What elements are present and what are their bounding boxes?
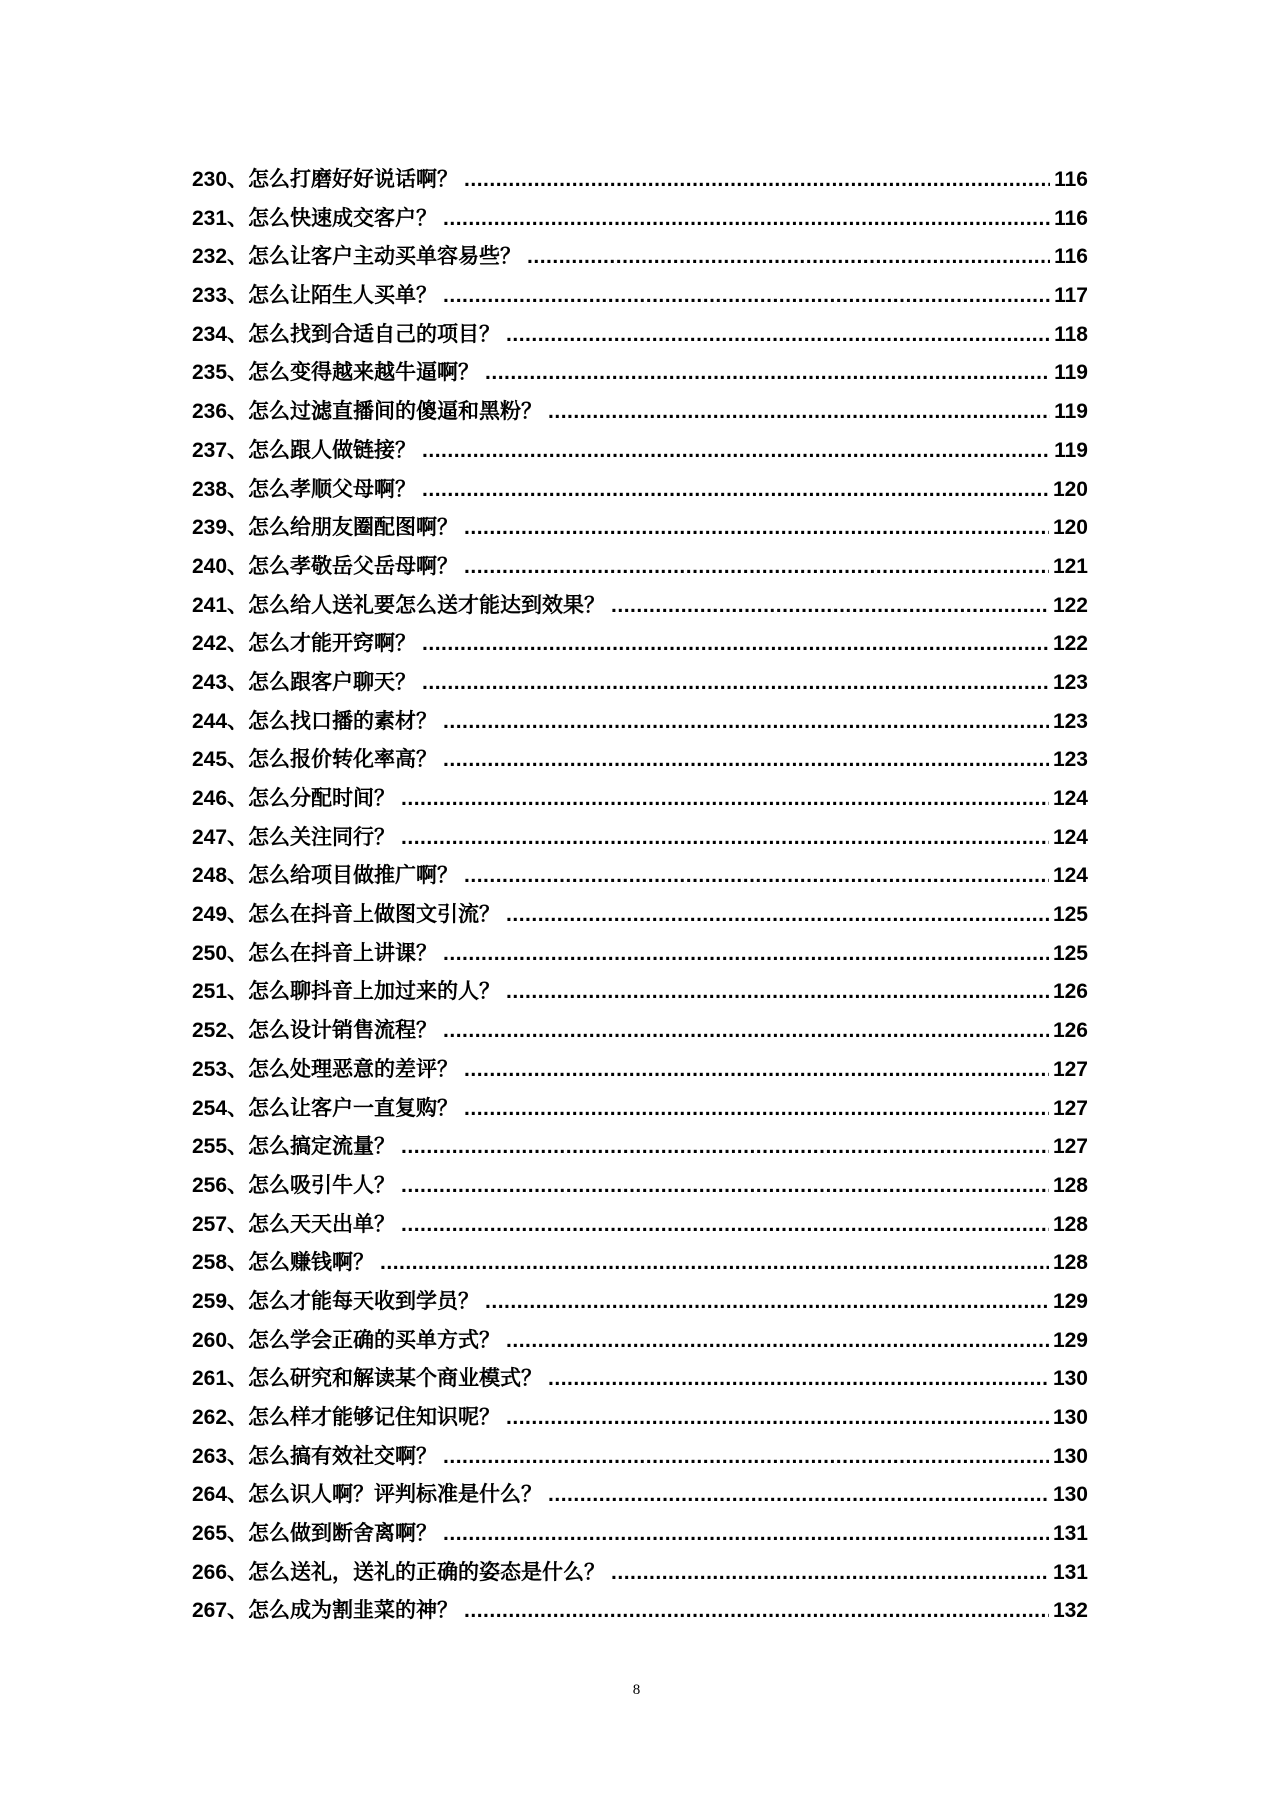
toc-entry[interactable] <box>192 934 1088 973</box>
toc-entry-title: 怎么在抖音上讲课？ <box>248 940 438 965</box>
toc-dot-leader <box>485 1283 1049 1322</box>
toc-entry-page: 116 <box>1054 168 1088 191</box>
toc-entry-separator: 、 <box>227 786 249 810</box>
toc-entry-number: 252 <box>192 1019 228 1043</box>
toc-dot-leader <box>506 1399 1049 1438</box>
toc-entry-title: 怎么让客户一直复购？ <box>248 1095 459 1120</box>
toc-entry-title: 怎么学会正确的买单方式？ <box>248 1327 501 1352</box>
toc-entry[interactable] <box>192 702 1088 741</box>
toc-entry[interactable] <box>192 1321 1088 1360</box>
toc-entry-number: 241 <box>192 593 228 617</box>
toc-entry[interactable] <box>192 856 1088 895</box>
toc-dot-leader <box>464 509 1049 548</box>
toc-entry-page: 130 <box>1052 1367 1088 1391</box>
toc-entry[interactable] <box>192 1050 1088 1089</box>
toc-entry-separator: 、 <box>227 1134 249 1159</box>
toc-entry-number: 255 <box>192 1135 228 1159</box>
toc-dot-leader <box>506 973 1049 1012</box>
toc-entry-page: 128 <box>1052 1173 1088 1197</box>
toc-entry[interactable] <box>192 353 1088 392</box>
toc-dot-leader <box>464 1592 1049 1631</box>
toc-entry-title: 怎么搞有效社交啊？ <box>248 1443 438 1468</box>
toc-entry-page: 120 <box>1052 516 1088 540</box>
toc-entry-title: 怎么跟客户聊天？ <box>248 669 417 694</box>
toc-entry-number: 251 <box>192 980 228 1004</box>
toc-entry-title: 怎么才能每天收到学员？ <box>248 1288 480 1313</box>
toc-entry-title: 怎么找到合适自己的项目？ <box>248 321 501 346</box>
toc-dot-leader <box>485 354 1050 393</box>
toc-entry[interactable] <box>192 237 1088 276</box>
toc-dot-leader <box>443 703 1049 742</box>
toc-dot-leader <box>464 548 1049 587</box>
toc-entry-page: 130 <box>1052 1444 1088 1468</box>
toc-entry-separator: 、 <box>227 1056 249 1081</box>
toc-entry-separator: 、 <box>227 1482 249 1507</box>
toc-dot-leader <box>611 1554 1049 1593</box>
toc-entry-number: 249 <box>192 903 228 927</box>
toc-entry-page: 128 <box>1052 1212 1088 1236</box>
toc-entry[interactable] <box>192 1398 1088 1437</box>
toc-dot-leader <box>548 1360 1049 1399</box>
toc-entry-page: 118 <box>1054 322 1088 346</box>
toc-entry-page: 125 <box>1052 903 1088 927</box>
toc-entry-number: 234 <box>192 322 228 346</box>
toc-entry[interactable] <box>192 663 1088 702</box>
toc-entry-number: 233 <box>192 284 228 308</box>
toc-entry-page: 124 <box>1052 825 1088 849</box>
toc-entry-number: 247 <box>192 825 228 849</box>
toc-entry-separator: 、 <box>227 1598 249 1623</box>
toc-entry-number: 260 <box>192 1328 228 1352</box>
toc-entry-number: 250 <box>192 941 228 965</box>
toc-entry-number: 232 <box>192 245 228 269</box>
toc-entry-page: 129 <box>1052 1328 1088 1352</box>
toc-entry[interactable] <box>192 1475 1088 1514</box>
toc-entry[interactable] <box>192 740 1088 779</box>
toc-entry-separator: 、 <box>227 167 249 191</box>
toc-entry-title: 怎么赚钱啊？ <box>248 1250 375 1275</box>
toc-entry-separator: 、 <box>227 553 249 578</box>
toc-dot-leader <box>506 316 1050 355</box>
toc-entry-number: 261 <box>192 1367 228 1391</box>
toc-entry-title: 怎么做到断舍离啊？ <box>248 1521 438 1546</box>
toc-entry-page: 127 <box>1052 1135 1088 1159</box>
toc-entry-separator: 、 <box>227 1018 249 1043</box>
toc-dot-leader <box>443 1515 1049 1554</box>
toc-dot-leader <box>401 1128 1049 1167</box>
toc-dot-leader <box>464 1090 1049 1129</box>
toc-entry-number: 246 <box>192 787 228 810</box>
toc-entry-number: 235 <box>192 361 228 385</box>
toc-entry-title: 怎么找口播的素材？ <box>248 708 438 733</box>
toc-entry-number: 245 <box>192 748 228 772</box>
toc-entry-separator: 、 <box>227 592 249 617</box>
toc-entry-page: 124 <box>1052 864 1088 888</box>
toc-entry-separator: 、 <box>227 940 249 965</box>
toc-entry-title: 怎么报价转化率高？ <box>248 747 438 772</box>
toc-entry-title: 怎么让客户主动买单容易些？ <box>248 244 522 269</box>
toc-entry-page: 127 <box>1052 1057 1088 1081</box>
toc-entry-title: 怎么打磨好好说话啊？ <box>248 167 459 191</box>
toc-entry-title: 怎么孝敬岳父岳母啊？ <box>248 553 459 578</box>
toc-dot-leader <box>380 1244 1049 1283</box>
toc-entry-page: 124 <box>1052 787 1088 810</box>
toc-entry-title: 怎么孝顺父母啊？ <box>248 476 417 501</box>
toc-entry[interactable] <box>192 1243 1088 1282</box>
toc-entry-page: 129 <box>1052 1289 1088 1313</box>
toc-entry[interactable] <box>192 1591 1088 1630</box>
toc-dot-leader <box>464 857 1049 896</box>
toc-entry-title: 怎么变得越来越牛逼啊？ <box>248 360 480 385</box>
toc-entry-number: 248 <box>192 864 228 888</box>
toc-entry-number: 263 <box>192 1444 228 1468</box>
toc-entry-title: 怎么送礼，送礼的正确的姿态是什么？ <box>248 1559 606 1584</box>
toc-dot-leader <box>464 1051 1049 1090</box>
toc-entry-number: 265 <box>192 1522 228 1546</box>
toc-entry[interactable] <box>192 160 1088 199</box>
toc-entry-separator: 、 <box>227 824 249 849</box>
toc-entry-page: 122 <box>1052 632 1088 656</box>
toc-entry-page: 126 <box>1052 980 1088 1004</box>
toc-entry[interactable] <box>192 1359 1088 1398</box>
toc-entry-page: 131 <box>1052 1560 1088 1584</box>
toc-entry-page: 122 <box>1052 593 1088 617</box>
toc-dot-leader <box>443 1438 1049 1477</box>
toc-entry[interactable] <box>192 1166 1088 1205</box>
toc-entry-separator: 、 <box>227 1288 249 1313</box>
toc-entry[interactable] <box>192 1127 1088 1166</box>
toc-dot-leader <box>443 1012 1049 1051</box>
toc-dot-leader <box>527 238 1050 277</box>
toc-entry-page: 116 <box>1054 245 1088 269</box>
toc-entry-number: 236 <box>192 400 228 424</box>
toc-entry[interactable] <box>192 1282 1088 1321</box>
toc-dot-leader <box>548 393 1050 432</box>
toc-entry-separator: 、 <box>227 205 249 230</box>
toc-entry-number: 238 <box>192 477 228 501</box>
toc-entry-title: 怎么天天出单？ <box>248 1211 396 1236</box>
table-of-contents <box>192 160 1088 1630</box>
toc-dot-leader <box>422 432 1050 471</box>
toc-entry-title: 怎么成为割韭菜的神？ <box>248 1598 459 1623</box>
toc-entry-page: 132 <box>1052 1599 1088 1623</box>
toc-entry-page: 127 <box>1052 1096 1088 1120</box>
toc-entry-number: 258 <box>192 1251 228 1275</box>
toc-entry-title: 怎么吸引牛人？ <box>248 1172 396 1197</box>
toc-entry-separator: 、 <box>227 747 249 772</box>
toc-entry-number: 242 <box>192 632 228 656</box>
toc-entry-separator: 、 <box>227 1559 249 1584</box>
toc-entry[interactable] <box>192 276 1088 315</box>
toc-entry-page: 116 <box>1054 206 1088 230</box>
toc-entry-page: 117 <box>1054 284 1088 308</box>
toc-entry-number: 237 <box>192 438 228 462</box>
toc-entry-separator: 、 <box>227 1211 249 1236</box>
toc-entry-title: 怎么让陌生人买单？ <box>248 283 438 308</box>
toc-dot-leader <box>401 780 1049 819</box>
toc-dot-leader <box>401 819 1049 858</box>
toc-dot-leader <box>611 587 1049 626</box>
toc-entry-separator: 、 <box>227 515 249 540</box>
toc-entry-separator: 、 <box>227 244 249 269</box>
toc-entry-separator: 、 <box>227 631 249 656</box>
toc-entry-page: 123 <box>1052 748 1088 772</box>
toc-dot-leader <box>506 1322 1049 1361</box>
toc-dot-leader <box>422 471 1049 510</box>
toc-entry[interactable] <box>192 470 1088 509</box>
toc-entry-number: 253 <box>192 1057 228 1081</box>
toc-entry-title: 怎么样才能够记住知识呢？ <box>248 1405 501 1429</box>
toc-entry-title: 怎么给朋友圈配图啊？ <box>248 515 459 540</box>
toc-entry-separator: 、 <box>227 1172 249 1197</box>
toc-dot-leader <box>443 935 1049 974</box>
toc-entry-separator: 、 <box>227 708 249 733</box>
toc-entry-page: 119 <box>1054 438 1088 462</box>
toc-entry-separator: 、 <box>227 360 249 385</box>
toc-entry-title: 怎么关注同行？ <box>248 824 396 849</box>
toc-entry-separator: 、 <box>227 1366 249 1391</box>
toc-entry-number: 266 <box>192 1560 228 1584</box>
toc-entry-page: 123 <box>1052 670 1088 694</box>
toc-entry-separator: 、 <box>227 321 249 346</box>
toc-entry-separator: 、 <box>227 476 249 501</box>
toc-entry[interactable] <box>192 392 1088 431</box>
toc-dot-leader <box>401 1206 1049 1245</box>
toc-dot-leader <box>443 277 1050 316</box>
toc-entry-number: 244 <box>192 709 228 733</box>
toc-entry-number: 230 <box>192 168 228 191</box>
toc-entry[interactable] <box>192 547 1088 586</box>
toc-entry-page: 130 <box>1052 1483 1088 1507</box>
toc-dot-leader <box>443 200 1050 239</box>
toc-entry-page: 125 <box>1052 941 1088 965</box>
toc-entry[interactable] <box>192 1205 1088 1244</box>
toc-entry-title: 怎么在抖音上做图文引流？ <box>248 902 501 927</box>
toc-dot-leader <box>422 664 1049 703</box>
toc-entry-title: 怎么设计销售流程？ <box>248 1018 438 1043</box>
toc-entry-separator: 、 <box>227 1327 249 1352</box>
toc-entry[interactable] <box>192 1089 1088 1128</box>
toc-entry-number: 239 <box>192 516 228 540</box>
toc-entry[interactable] <box>192 818 1088 857</box>
toc-entry-separator: 、 <box>227 1095 249 1120</box>
toc-entry-title: 怎么聊抖音上加过来的人？ <box>248 979 501 1004</box>
toc-entry-title: 怎么识人啊？评判标准是什么？ <box>248 1482 543 1507</box>
toc-entry-title: 怎么处理恶意的差评？ <box>248 1056 459 1081</box>
toc-entry[interactable] <box>192 1553 1088 1592</box>
toc-entry-number: 259 <box>192 1289 228 1313</box>
toc-entry[interactable] <box>192 431 1088 470</box>
toc-entry[interactable] <box>192 508 1088 547</box>
toc-entry-number: 254 <box>192 1096 228 1120</box>
toc-entry-title: 怎么过滤直播间的傻逼和黑粉？ <box>248 399 543 424</box>
toc-entry-separator: 、 <box>227 1443 249 1468</box>
toc-entry-page: 126 <box>1052 1019 1088 1043</box>
toc-entry-separator: 、 <box>227 902 249 927</box>
toc-entry[interactable] <box>192 1437 1088 1476</box>
toc-entry-page: 131 <box>1052 1522 1088 1546</box>
toc-entry-page: 121 <box>1052 554 1088 578</box>
toc-entry-title: 怎么跟人做链接？ <box>248 437 417 462</box>
toc-entry-separator: 、 <box>227 283 249 308</box>
toc-entry-title: 怎么分配时间？ <box>248 786 396 810</box>
toc-entry[interactable] <box>192 972 1088 1011</box>
toc-entry[interactable] <box>192 624 1088 663</box>
toc-entry[interactable] <box>192 586 1088 625</box>
toc-entry-page: 128 <box>1052 1251 1088 1275</box>
toc-entry-number: 262 <box>192 1406 228 1429</box>
page-number: 8 <box>632 1682 641 1698</box>
toc-entry-separator: 、 <box>227 979 249 1004</box>
toc-entry-number: 264 <box>192 1483 228 1507</box>
toc-dot-leader <box>464 161 1050 200</box>
toc-entry-separator: 、 <box>227 437 249 462</box>
toc-entry-page: 130 <box>1052 1406 1088 1429</box>
toc-entry-separator: 、 <box>227 1521 249 1546</box>
toc-entry-separator: 、 <box>227 399 249 424</box>
toc-entry-number: 231 <box>192 206 228 230</box>
toc-entry-separator: 、 <box>227 1405 249 1429</box>
toc-dot-leader <box>548 1476 1049 1515</box>
toc-entry-title: 怎么给项目做推广啊？ <box>248 863 459 888</box>
toc-entry-separator: 、 <box>227 863 249 888</box>
toc-entry-title: 怎么搞定流量？ <box>248 1134 396 1159</box>
toc-entry-number: 243 <box>192 670 228 694</box>
toc-entry-title: 怎么研究和解读某个商业模式？ <box>248 1366 543 1391</box>
toc-entry-title: 怎么快速成交客户？ <box>248 205 438 230</box>
toc-entry-number: 256 <box>192 1173 228 1197</box>
toc-entry[interactable] <box>192 1011 1088 1050</box>
toc-entry[interactable] <box>192 199 1088 238</box>
toc-entry[interactable] <box>192 895 1088 934</box>
toc-entry-page: 119 <box>1054 361 1088 385</box>
toc-entry-number: 257 <box>192 1212 228 1236</box>
toc-entry-title: 怎么才能开窍啊？ <box>248 631 417 656</box>
toc-entry-separator: 、 <box>227 1250 249 1275</box>
toc-dot-leader <box>443 741 1049 780</box>
toc-entry-title: 怎么给人送礼要怎么送才能达到效果？ <box>248 592 606 617</box>
toc-entry-separator: 、 <box>227 669 249 694</box>
toc-dot-leader <box>401 1167 1049 1206</box>
toc-entry-number: 240 <box>192 554 228 578</box>
toc-entry-number: 267 <box>192 1599 228 1623</box>
toc-entry-page: 120 <box>1052 477 1088 501</box>
toc-entry[interactable] <box>192 315 1088 354</box>
toc-dot-leader <box>422 625 1049 664</box>
toc-entry-page: 123 <box>1052 709 1088 733</box>
toc-dot-leader <box>506 896 1049 935</box>
toc-entry[interactable] <box>192 1514 1088 1553</box>
toc-entry-page: 119 <box>1054 400 1088 424</box>
toc-entry[interactable] <box>192 779 1088 818</box>
